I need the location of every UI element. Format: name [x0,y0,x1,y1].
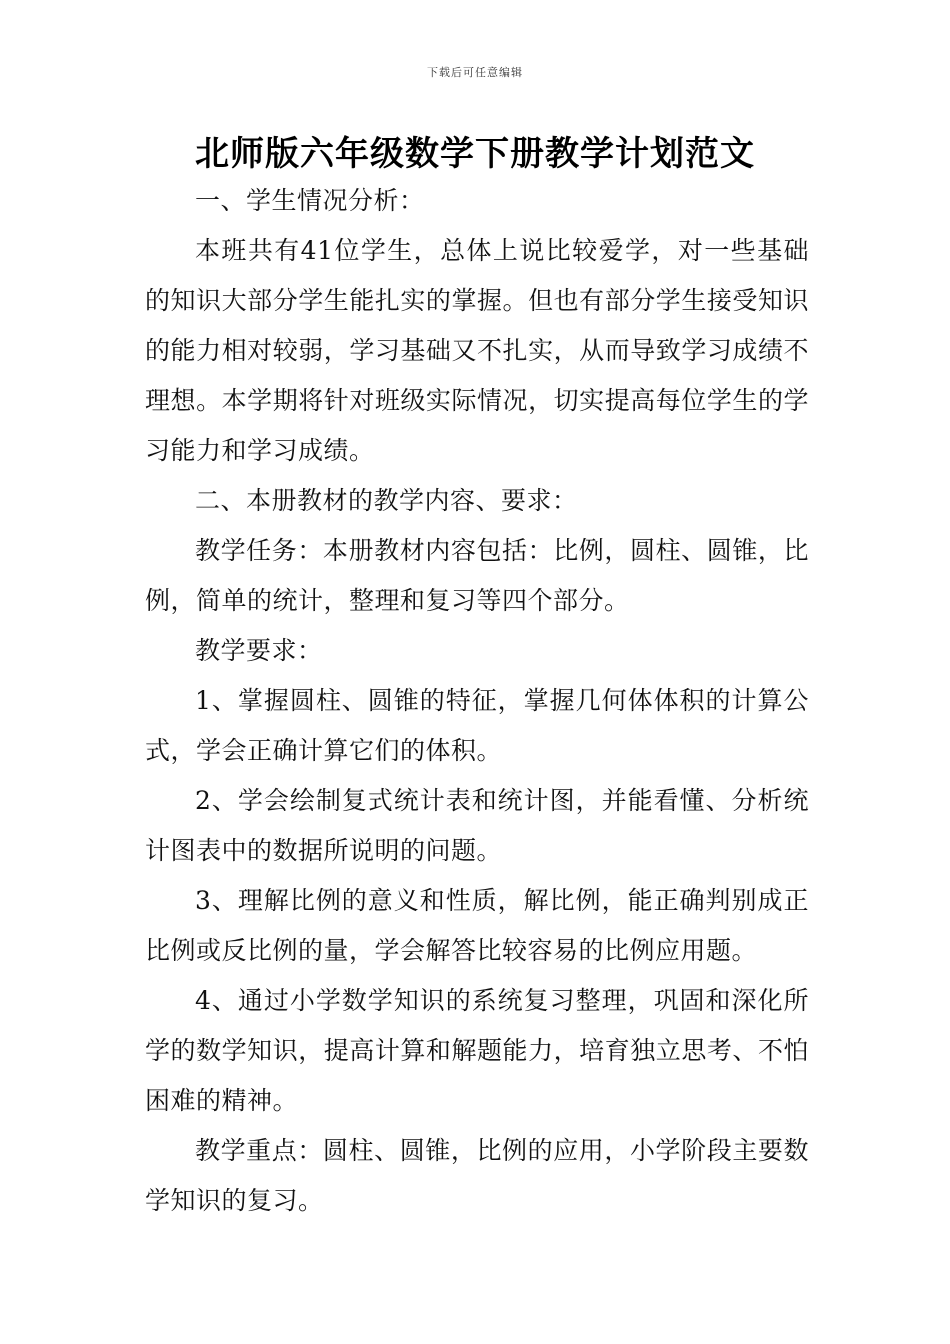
list-item-requirement-2: 2、学会绘制复式统计表和统计图，并能看懂、分析统计图表中的数据所说明的问题。 [145,786,809,865]
paragraph-teaching-requirements-label: 教学要求： [195,636,323,665]
document-body [145,176,809,1226]
paragraph-teaching-focus: 教学重点：圆柱、圆锥，比例的应用，小学阶段主要数学知识的复习。 [145,1136,809,1215]
list-item-requirement-1: 1、掌握圆柱、圆锥的特征，掌握几何体体积的计算公式，学会正确计算它们的体积。 [145,686,809,765]
list-item-requirement-3: 3、理解比例的意义和性质，解比例，能正确判别成正比例或反比例的量，学会解答比较容易的比例应用题。 [145,886,809,965]
document-title: 北师版六年级数学下册教学计划范文 [195,134,755,174]
paragraph-student-analysis: 本班共有41位学生，总体上说比较爱学，对一些基础的知识大部分学生能扎实的掌握。但也有部分学生接受知识的能力相对较弱，学习基础又不扎实，从而导致学习成绩不理想。本学期将针对班级实际情况，切实提高每位学生的学习能力和学习成绩。 [145,236,809,465]
header-note: 下载后可任意编辑 [427,66,523,79]
section-heading-teaching-content: 二、本册教材的教学内容、要求： [195,486,578,515]
list-item-requirement-4: 4、通过小学数学知识的系统复习整理，巩固和深化所学的数学知识，提高计算和解题能力，培育独立思考、不怕困难的精神。 [145,986,809,1115]
paragraph-teaching-tasks: 教学任务：本册教材内容包括：比例，圆柱、圆锥，比例，简单的统计，整理和复习等四个部分。 [145,536,809,615]
section-heading-student-analysis: 一、学生情况分析： [195,186,425,215]
